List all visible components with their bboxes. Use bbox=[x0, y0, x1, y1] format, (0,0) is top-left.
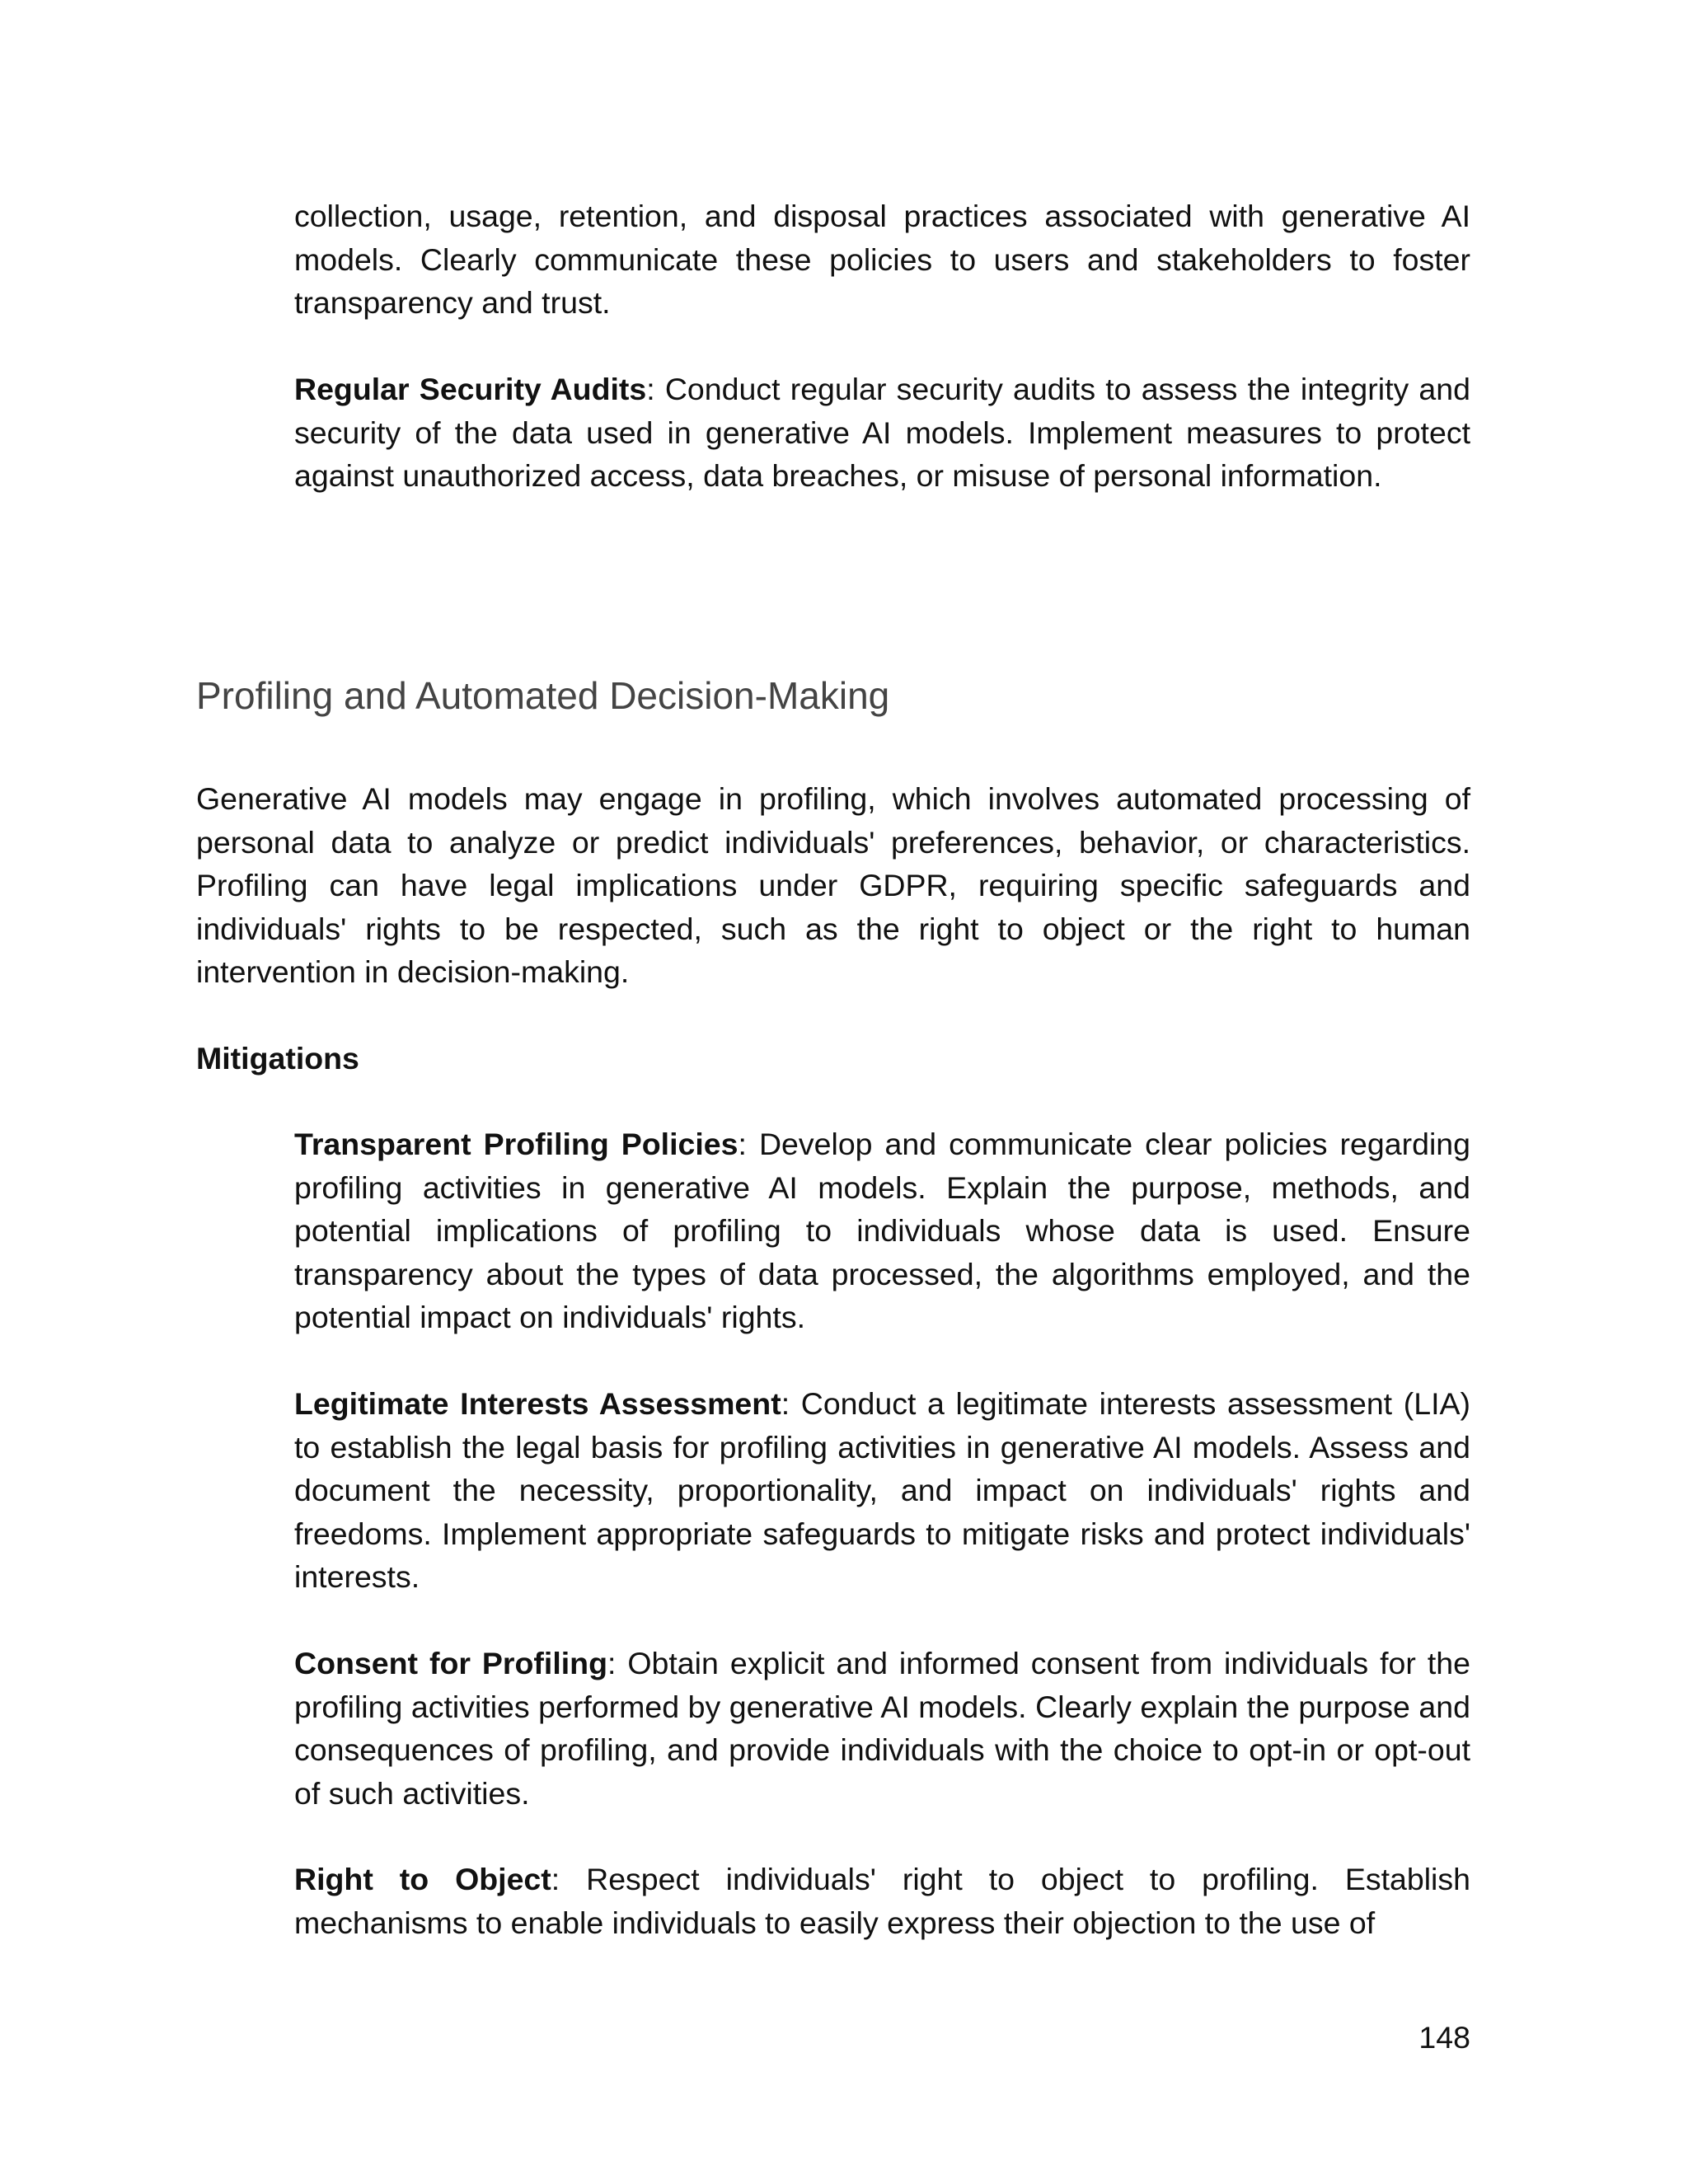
mitigation-term: Transparent Profiling Policies bbox=[294, 1127, 738, 1161]
profiling-intro-paragraph: Generative AI models may engage in profiling, which involves automated processing of personal data to analyze or predict individuals' preferences, behavior, or characteristics. Profiling can have legal implications under GDPR, requiring specific safeguards and individuals' rights to be respected, such as the right to object or the right to human intervention in decision-making. bbox=[196, 781, 1470, 989]
mitigation-term: Right to Object bbox=[294, 1862, 551, 1896]
continuation-paragraph bbox=[294, 194, 1470, 325]
mitigation-item bbox=[294, 1642, 1470, 1815]
security-audits-term: Regular Security Audits bbox=[294, 372, 647, 406]
mitigation-term: Consent for Profiling bbox=[294, 1646, 607, 1680]
security-audits-text: : Conduct regular security audits to assess the integrity and security of the data used in generative AI models. Implement measures to protect against unauthorized access, data breaches, or misuse of personal information. bbox=[294, 372, 1470, 493]
mitigation-text: : Obtain explicit and informed consent from individuals for the profiling activities performed by generative AI models. Clearly explain the purpose and consequences of profiling, and provide individuals with the choice to opt-in or opt-out of such activities. bbox=[294, 1646, 1470, 1811]
mitigation-text: : Conduct a legitimate interests assessment (LIA) to establish the legal basis for profiling activities in generative AI models. Assess and document the necessity, proportionality, and impact on individuals' rights and freedoms. Implement appropriate safeguards to mitigate risks and protect individuals' interests. bbox=[294, 1386, 1470, 1594]
page-number: 148 bbox=[1418, 2020, 1470, 2055]
mitigation-item bbox=[294, 1382, 1470, 1599]
mitigation-text: : Develop and communicate clear policies regarding profiling activities in generative AI models. Explain the purpose, methods, and potential implications of profiling to individuals whose data is used. Ensure transparency about the types of data processed, the algorithms employed, and the potential impact on individuals' rights. bbox=[294, 1127, 1470, 1334]
mitigation-term: Legitimate Interests Assessment bbox=[294, 1386, 781, 1421]
section-heading: Profiling and Automated Decision-Making bbox=[196, 674, 890, 717]
security-audits-paragraph bbox=[294, 368, 1470, 498]
mitigation-text: : Respect individuals' right to object to profiling. Establish mechanisms to enable individuals to easily express their objection to the use of bbox=[294, 1862, 1470, 1940]
mitigation-item bbox=[294, 1858, 1470, 1944]
continuation-text: collection, usage, retention, and disposal practices associated with generative AI models. Clearly communicate these policies to users and stakeholders to foster transparency and trust. bbox=[294, 199, 1470, 320]
mitigations-heading: Mitigations bbox=[196, 1041, 359, 1076]
mitigation-item bbox=[294, 1122, 1470, 1339]
